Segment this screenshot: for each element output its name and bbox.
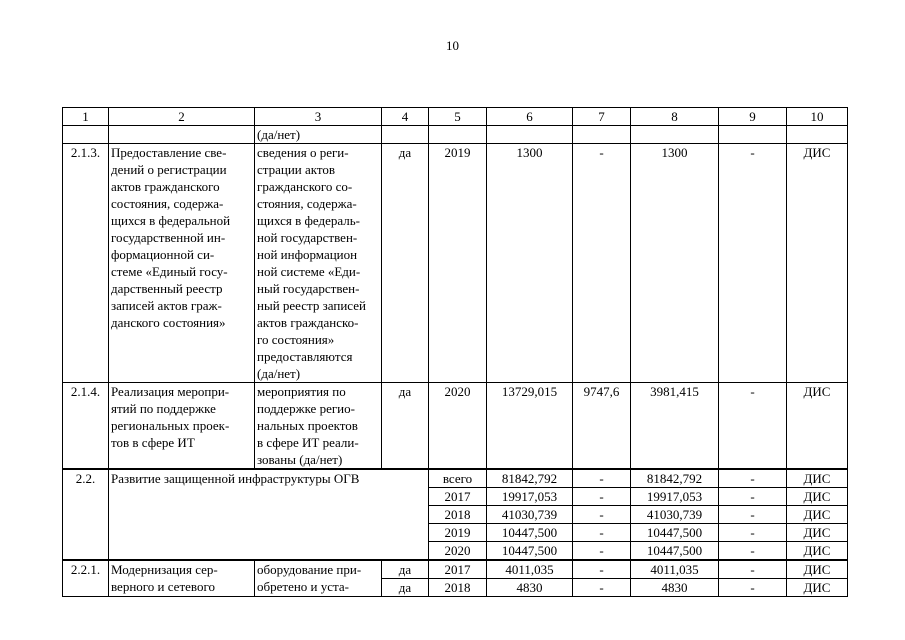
table-cell: 81842,792 (487, 469, 573, 488)
table-cell: 2019 (429, 524, 487, 542)
header-cell: 9 (719, 108, 787, 126)
table-cell: 1300 (487, 144, 573, 383)
indicator-cell: мероприятия по поддержке регио- нальных проектов в сфере ИТ реали- зованы (да/нет) (255, 383, 382, 470)
table-row-2-2 (63, 469, 848, 488)
table-cell: 10447,500 (487, 524, 573, 542)
table-cell: ДИС (787, 488, 848, 506)
header-row (63, 108, 848, 126)
table-cell: да (382, 579, 429, 597)
table-cell: всего (429, 469, 487, 488)
table-cell: ДИС (787, 560, 848, 579)
header-cell: 8 (631, 108, 719, 126)
table-cell (487, 126, 573, 144)
item-name: Предоставление све- дений о регистрации актов гражданского состояния, содержа- щихся в федеральной государственной ин- формационной си- стеме «Единый госу- дарственный реестр записей актов граж- данского состояния» (109, 144, 255, 383)
table-row-2-2-1 (63, 560, 848, 579)
table-cell: ДИС (787, 506, 848, 524)
table-cell (63, 126, 109, 144)
header-cell: 6 (487, 108, 573, 126)
header-cell: 10 (787, 108, 848, 126)
table-cell: 41030,739 (631, 506, 719, 524)
table-cell: ДИС (787, 383, 848, 470)
table-cell: 4011,035 (487, 560, 573, 579)
table-cell: - (719, 542, 787, 561)
item-number: 2.2. (63, 469, 109, 560)
item-name: Модернизация сер- верного и сетевого (109, 560, 255, 597)
table-cell: ДИС (787, 469, 848, 488)
header-cell: 5 (429, 108, 487, 126)
table-cell: - (719, 383, 787, 470)
table-cell: да (382, 144, 429, 383)
table-cell (631, 126, 719, 144)
item-number: 2.2.1. (63, 560, 109, 597)
program-table (62, 107, 848, 597)
table-cell: да (382, 560, 429, 579)
item-number: 2.1.4. (63, 383, 109, 470)
table-cell (573, 126, 631, 144)
table-cell: - (719, 488, 787, 506)
table-row-2-1-4 (63, 383, 848, 470)
table-cell: 3981,415 (631, 383, 719, 470)
table-cell: - (573, 524, 631, 542)
table-cell (787, 126, 848, 144)
header-cell: 7 (573, 108, 631, 126)
item-name: Реализация меропри- ятий по поддержке региональных проек- тов в сфере ИТ (109, 383, 255, 470)
table-cell: 81842,792 (631, 469, 719, 488)
table-cell: - (719, 579, 787, 597)
header-cell: 4 (382, 108, 429, 126)
table-cell: 19917,053 (631, 488, 719, 506)
table-cell: 4830 (487, 579, 573, 597)
table-cell: - (719, 524, 787, 542)
table-cell: 2017 (429, 488, 487, 506)
table-cell: - (573, 488, 631, 506)
table-cell: - (573, 144, 631, 383)
table-cell: 4011,035 (631, 560, 719, 579)
table-cell: 2017 (429, 560, 487, 579)
table-cell: - (719, 560, 787, 579)
table-cell: - (719, 469, 787, 488)
table-cell: - (719, 144, 787, 383)
table-cell: 10447,500 (487, 542, 573, 561)
table-cell: да (382, 383, 429, 470)
table-cell: 1300 (631, 144, 719, 383)
table-cell: - (573, 542, 631, 561)
table-cell (719, 126, 787, 144)
table-cell: 2018 (429, 506, 487, 524)
table-cell: - (719, 506, 787, 524)
table-cell (382, 126, 429, 144)
header-cell: 3 (255, 108, 382, 126)
table-cell: - (573, 506, 631, 524)
table-cell: 19917,053 (487, 488, 573, 506)
table-cell: 2020 (429, 542, 487, 561)
indicator-cell: сведения о реги- страции актов гражданского со- стояния, содержа- щихся в федераль- ной государствен- ной информацион ной системе «Еди- ный государствен- ный реестр записей актов гражданско- го состояния» предоставляются (да/нет) (255, 144, 382, 383)
table-cell: 10447,500 (631, 542, 719, 561)
item-name: Развитие защищенной инфраструктуры ОГВ (109, 469, 429, 560)
table-cell: - (573, 579, 631, 597)
table-cell: ДИС (787, 579, 848, 597)
header-cell: 1 (63, 108, 109, 126)
table-cell: 13729,015 (487, 383, 573, 470)
table-cell: ДИС (787, 144, 848, 383)
table-cell: - (573, 469, 631, 488)
table-cell: 41030,739 (487, 506, 573, 524)
item-number: 2.1.3. (63, 144, 109, 383)
table-cell: ДИС (787, 542, 848, 561)
table-row-2-1-3 (63, 144, 848, 383)
table-cell: 9747,6 (573, 383, 631, 470)
table-cell: 4830 (631, 579, 719, 597)
table-cell: 2019 (429, 144, 487, 383)
table-cell: - (573, 560, 631, 579)
table-cell (429, 126, 487, 144)
table-row (63, 126, 848, 144)
indicator-cell: (да/нет) (255, 126, 382, 144)
table-cell: 2020 (429, 383, 487, 470)
table-cell: 2018 (429, 579, 487, 597)
table-cell (109, 126, 255, 144)
header-cell: 2 (109, 108, 255, 126)
indicator-cell: оборудование при- обретено и уста- (255, 560, 382, 597)
page-number: 10 (446, 38, 459, 53)
table-cell: 10447,500 (631, 524, 719, 542)
table-cell: ДИС (787, 524, 848, 542)
